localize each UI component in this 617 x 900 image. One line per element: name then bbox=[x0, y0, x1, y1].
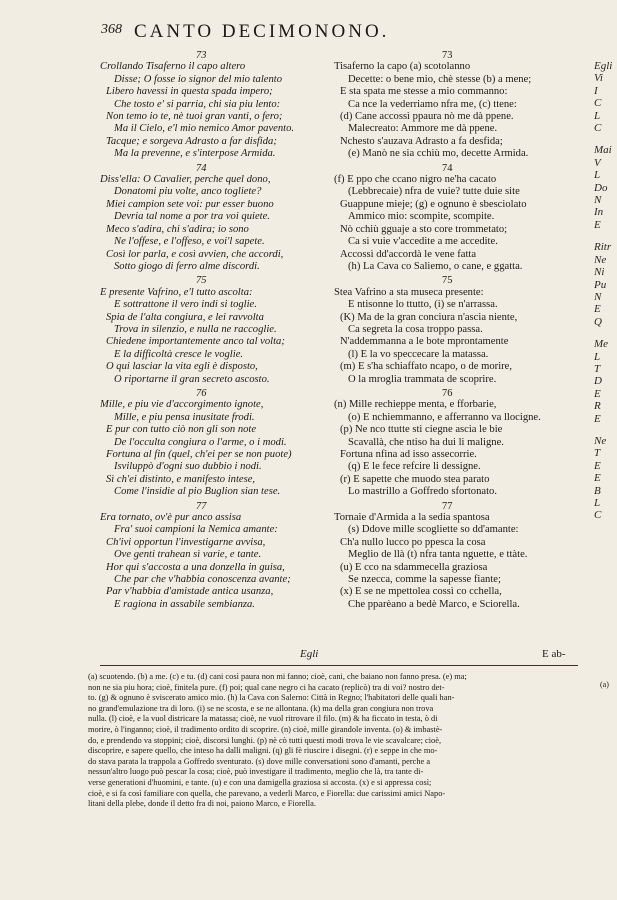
margin-fragment: Ne bbox=[594, 253, 607, 266]
verse-line: (l) E la vo speccecare la matassa. bbox=[348, 348, 489, 360]
verse-line: E la difficoltà cresce le voglie. bbox=[114, 348, 244, 360]
verse-line: (q) E le fece refcire li dessigne. bbox=[348, 461, 481, 473]
verse-line: Devria tal nome a por tra voi quiete. bbox=[114, 211, 270, 223]
stanza-number: 76 bbox=[442, 387, 453, 399]
verse-line: (s) Ddove mille scogliette so dd'amante: bbox=[348, 524, 519, 536]
verse-line: Fortuna al fin (quel, ch'ei per se non puote) bbox=[106, 449, 292, 460]
stanza bbox=[100, 501, 332, 612]
verse-line: Lo mastrillo a Goffredo sfortonato. bbox=[348, 486, 497, 498]
verse-line: Che tosto e' si parria, chi sia piu lento: bbox=[114, 98, 281, 110]
verse-line: Malecreato: Ammore me dà ppene. bbox=[348, 123, 498, 135]
stanza-number: 74 bbox=[442, 162, 453, 174]
verse-line: E pur con tutto ciò non gli son note bbox=[106, 424, 257, 436]
margin-fragment: N bbox=[594, 290, 602, 303]
verse-line: (p) Ne nco ttutte sti ciegne ascia le bie bbox=[340, 424, 503, 436]
stanza bbox=[100, 163, 332, 274]
margin-fragment: E bbox=[594, 472, 601, 485]
stanza-number: 77 bbox=[442, 500, 453, 512]
margin-fragment: Q bbox=[594, 315, 602, 328]
verse-line: (d) Cane accossì ppaura nò me dà ppene. bbox=[340, 111, 514, 123]
margin-fragment: Mai bbox=[594, 144, 612, 157]
verse-line: Che pparèano a bedè Marco, e Sciorella. bbox=[348, 598, 520, 610]
verse-line: (u) E cco na sdammecella graziosa bbox=[340, 561, 488, 573]
margin-fragment: Pu bbox=[594, 278, 607, 291]
margin-fragment: D bbox=[594, 375, 602, 388]
verse-line: Tisaferno la capo (a) scotolanno bbox=[334, 61, 471, 73]
margin-fragment: N bbox=[594, 194, 602, 207]
verse-line: Fortuna nfina ad isso assecorrie. bbox=[340, 449, 477, 460]
margin-fragment: L bbox=[594, 350, 601, 363]
verse-line: E ragiona in assabile sembianza. bbox=[114, 598, 255, 610]
verse-line: Disse; O fosse io signor del mio talento bbox=[114, 73, 283, 85]
dialect-text-column bbox=[334, 48, 574, 611]
margin-fragment: In bbox=[594, 206, 604, 219]
footnote-line: cioè, e si fa così familiare con quella, che parevano, a vederli Marco, e Fiorella: due carissimi amici Napo- bbox=[88, 788, 446, 798]
verse-line: Tornaie d'Armida a la sedia spantosa bbox=[334, 512, 490, 524]
verse-line: E ntisonne lo ttutto, (i) se n'arrassa. bbox=[348, 299, 498, 311]
right-catchword: E ab- bbox=[542, 648, 566, 660]
margin-fragment: L bbox=[594, 169, 601, 182]
margin-fragment: Ne bbox=[594, 434, 607, 447]
verse-line: Isviluppò d'ogni suo dubbio i nodi. bbox=[114, 461, 262, 473]
verse-line: Trova in silenzio, e nulla ne raccoglie. bbox=[114, 323, 277, 335]
margin-fragment: C bbox=[594, 97, 602, 110]
margin-fragment: Vi bbox=[594, 72, 603, 85]
margin-fragment: I bbox=[594, 84, 598, 97]
verse-line: Sì ch'ei distinto, e manifesto intese, bbox=[106, 473, 256, 485]
margin-fragment: T bbox=[594, 447, 601, 460]
verse-line: (e) Manò ne sia cchiù mo, decette Armida. bbox=[348, 148, 529, 160]
verse-line: Par v'habbia d'amistade antica usanza, bbox=[106, 586, 274, 598]
margin-fragment: E bbox=[594, 218, 601, 231]
verse-line: Sotto giogo di ferro alme discordi. bbox=[114, 260, 260, 272]
verse-line: Donatomi piu volte, anco togliete? bbox=[114, 186, 262, 198]
verse-line: Guappune mieje; (g) e ognuno è sbesciolato bbox=[340, 198, 527, 210]
margin-fragment: V bbox=[594, 156, 601, 169]
verse-line: (o) E nchiemmanno, e afferranno va llocigne. bbox=[348, 411, 541, 423]
verse-line: Come l'insidie al pio Buglion sian tese. bbox=[114, 486, 281, 498]
verse-line: Ca si vuie v'accedite a me accedite. bbox=[348, 236, 498, 248]
footnote-line: do stava parata la trappola a Goffredo sventurato. (s) dove mille conversationi sono d'amanti, perche a bbox=[88, 756, 431, 766]
verse-line: Stea Vafrino a sta museca presente: bbox=[334, 286, 484, 298]
stanza bbox=[334, 501, 574, 612]
verse-line: Ca segreta la cosa troppo passa. bbox=[348, 323, 483, 335]
verse-line: Libero havessi in questa spada impero; bbox=[106, 86, 273, 98]
verse-line: Non temo io te, nè tuoi gran vanti, o fero; bbox=[106, 111, 283, 123]
verse-line: O la mroglia trammata de scoprire. bbox=[348, 373, 497, 385]
verse-line: Era tornato, ov'è pur anco assisa bbox=[100, 512, 242, 524]
stanza-number: 73 bbox=[196, 50, 207, 61]
verse-line: Ca nce la vederriamo nfra me, (c) ttene: bbox=[348, 98, 517, 110]
verse-line: De l'occulta congiura o l'arme, o i modi. bbox=[114, 436, 287, 448]
margin-fragment: L bbox=[594, 109, 601, 122]
page-title: CANTO DECIMONONO. bbox=[134, 21, 390, 42]
stanza bbox=[334, 388, 574, 499]
verse-line: Fra' suoi campioni la Nemica amante: bbox=[114, 524, 278, 536]
margin-fragment bbox=[594, 425, 617, 435]
verse-line: Mille, e piu pensa inusitate frodi. bbox=[114, 411, 255, 423]
verse-line: N'addemmanna a le bote mprontamente bbox=[340, 336, 509, 348]
verse-line: Che par che v'habbia conoscenza avante; bbox=[114, 574, 291, 586]
verse-line: (h) La Cava co Saliemo, o cane, e ggatta. bbox=[348, 260, 523, 272]
stanza bbox=[100, 50, 332, 161]
verse-line: (Lebbrecaie) nfra de vuie? tutte duie site bbox=[348, 186, 520, 198]
verse-line: Tacque; e sorgeva Adrasto a far disfida; bbox=[106, 135, 277, 147]
verse-line: Ne l'offese, e l'offeso, e voi'l sapete. bbox=[114, 236, 265, 248]
verse-line: Nò cchiù gguaje a sto core trommetato; bbox=[340, 223, 508, 235]
adjacent-page-note: (a) bbox=[600, 680, 609, 689]
footnote-line: (a) scuotendo. (b) a me. (c) e tu. (d) cani così paura non mi fanno; cioè, cani, che baiano non fanno presa. (e) ma; bbox=[88, 672, 467, 681]
stanza-number: 75 bbox=[442, 275, 453, 287]
verse-line: Ma la prevenne, e s'interpose Armida. bbox=[114, 148, 276, 160]
verse-line: Chiedene importantemente anco tal volta; bbox=[106, 336, 285, 348]
margin-fragment: Me bbox=[594, 338, 609, 351]
verse-line: Hor qui s'accosta a una donzella in guisa, bbox=[106, 561, 285, 573]
verse-line: (r) E sapette che muodo stea parato bbox=[340, 473, 490, 485]
margin-fragment: E bbox=[594, 303, 601, 316]
margin-fragment: C bbox=[594, 509, 602, 522]
margin-fragment: E bbox=[594, 387, 601, 400]
margin-fragment: T bbox=[594, 362, 601, 375]
footnote-line: do, e prendendo va stoppini; cioè, discorsi lunghi. (p) nè cò tutti questi modi trova le vie scavalcare; cioè, bbox=[88, 735, 442, 745]
verse-line: (x) E se ne mpettolea cossì co cchella, bbox=[340, 586, 502, 598]
footnote-line: no grand'emulazione tra di loro. (i) se ne scosta, e se ne allontana. (k) ma della gran congiura non trova bbox=[88, 703, 434, 713]
footnote-line: to. (g) & ognuno è sviscerato amico mio. (h) la Cava con Salerno: Città in Regno; l'habitatori delle quali han- bbox=[88, 693, 455, 703]
footnote-line: morire, ò l'inganno; cioè, il tradimento ordito di scoprire. (n) cioè, mille girandole inventa. (o) & imbastè- bbox=[88, 724, 443, 734]
verse-line: E presente Vafrino, e'l tutto ascolta: bbox=[100, 286, 253, 298]
margin-fragment bbox=[594, 134, 617, 144]
verse-line: Ammico mio: scompite, scompite. bbox=[348, 211, 495, 223]
adjacent-page-fragment bbox=[594, 60, 617, 660]
margin-fragment: L bbox=[594, 497, 601, 509]
verse-line: Crollando Tisaferno il capo altero bbox=[100, 61, 246, 73]
verse-line: (f) E ppo che ccano nigro ne'ha cacato bbox=[334, 174, 497, 186]
margin-fragment bbox=[594, 231, 617, 241]
stanza-number: 75 bbox=[196, 275, 207, 287]
verse-line: (K) Ma de la gran conciura n'ascia niente, bbox=[340, 311, 518, 323]
footnote-line: nulla. (l) cioè, e la vuol districare la matassa; cioè, ne vuol ritrovare il filo. (m) & ha ficcato in testa, ò di bbox=[88, 714, 438, 724]
verse-line: Ma il Cielo, e'l mio nemico Amor pavento. bbox=[114, 123, 295, 135]
verse-line: E sta spata me stesse a mio commanno: bbox=[340, 86, 508, 98]
stanza bbox=[334, 163, 574, 274]
verse-line: O riportarne il gran secreto ascosto. bbox=[114, 373, 270, 385]
verse-line: (m) E s'ha schiaffato ncapo, o de morire, bbox=[340, 361, 513, 373]
footnote-line: verse generationi d'huomini, e tante. (u) e con una damigella graziosa si accosta. (x) e si appressa così; bbox=[88, 777, 432, 787]
verse-line: Spia de l'alta congiura, e lei ravvolta bbox=[106, 311, 264, 323]
stanza-number: 74 bbox=[196, 162, 207, 174]
stanza bbox=[100, 388, 332, 499]
verse-line: Meglio de llà (t) nfra tanta nguette, e ttàte. bbox=[348, 549, 528, 561]
margin-fragment: Ni bbox=[594, 266, 605, 279]
verse-line: Ch'ivi opportun l'investigarne avvisa, bbox=[106, 536, 266, 548]
margin-fragment: B bbox=[594, 484, 601, 497]
verse-line: Miei campion sete voi: pur esser buono bbox=[106, 198, 274, 210]
verse-line: Mille, e piu vie d'accorgimento ignote, bbox=[100, 399, 264, 411]
stanza-number: 76 bbox=[196, 387, 207, 399]
footnote-line: discoprire, e sapere quello, che inteso ha dalli maligni. (q) gli fè riuscire i disegni. (r) e seppe in che mo- bbox=[88, 746, 438, 756]
verse-line: (n) Mille rechieppe menta, e fforbarie, bbox=[334, 399, 497, 411]
page-number: 368 bbox=[101, 22, 122, 37]
margin-fragment: C bbox=[594, 122, 602, 135]
margin-fragment: E bbox=[594, 412, 601, 425]
stanza-number: 77 bbox=[196, 500, 207, 512]
margin-fragment: Egli bbox=[594, 60, 613, 72]
stanza-number: 73 bbox=[442, 50, 453, 61]
verse-line: Ch'a nullo lucco po ppesca la cosa bbox=[340, 536, 486, 548]
verse-line: O qui lasciar la vita egli è disposto, bbox=[106, 361, 258, 373]
margin-fragment bbox=[594, 328, 617, 338]
verse-line: Accossì dd'accordà le vene fatta bbox=[340, 248, 477, 260]
footnote-line: non ne sia piu hora; cioè, finitela pure. (f) poi; qual cane negro ci ha cacato (replicò) tra di voi? nostro det- bbox=[88, 682, 445, 692]
verse-line: Scavallà, che ntiso ha dui li maligne. bbox=[348, 436, 504, 448]
footnote-line: litani della plebe, donde il detto fra di noi, paiono Marco, e Fiorella. bbox=[88, 799, 316, 809]
margin-fragment: E bbox=[594, 459, 601, 472]
verse-line: Diss'ella: O Cavalier, perche quel dono, bbox=[100, 174, 271, 186]
verse-line: Così lor parla, e così avvien, che accordi, bbox=[106, 248, 284, 260]
italian-text-column bbox=[100, 48, 332, 611]
left-catchword: Egli bbox=[300, 648, 319, 660]
stanza bbox=[334, 50, 574, 161]
stanza bbox=[334, 275, 574, 386]
margin-fragment: R bbox=[594, 400, 601, 413]
stanza bbox=[100, 275, 332, 386]
verse-line: Decette: o bene mio, chè stesse (b) a mene; bbox=[348, 73, 532, 85]
verse-line: E sottrattone il vero indi si toglie. bbox=[114, 299, 257, 311]
verse-line: Nchesto s'auzava Adrasto a fa desfida; bbox=[340, 135, 503, 147]
margin-fragment: Do bbox=[594, 181, 608, 194]
footnote-rule bbox=[100, 665, 578, 666]
verse-line: Meco s'adira, chi s'adira; io sono bbox=[106, 223, 249, 235]
footnotes bbox=[88, 672, 576, 810]
verse-line: Se nzecca, comme la sapesse fiante; bbox=[348, 574, 501, 586]
verse-line: Ove genti trahean sì varie, e tante. bbox=[114, 549, 262, 561]
margin-fragment: Ritr bbox=[594, 241, 612, 254]
footnote-line: nessun'altro luogo può pescar la cosa; cioè, può investigare il tradimento, meglio che là, tra tante di- bbox=[88, 767, 424, 777]
